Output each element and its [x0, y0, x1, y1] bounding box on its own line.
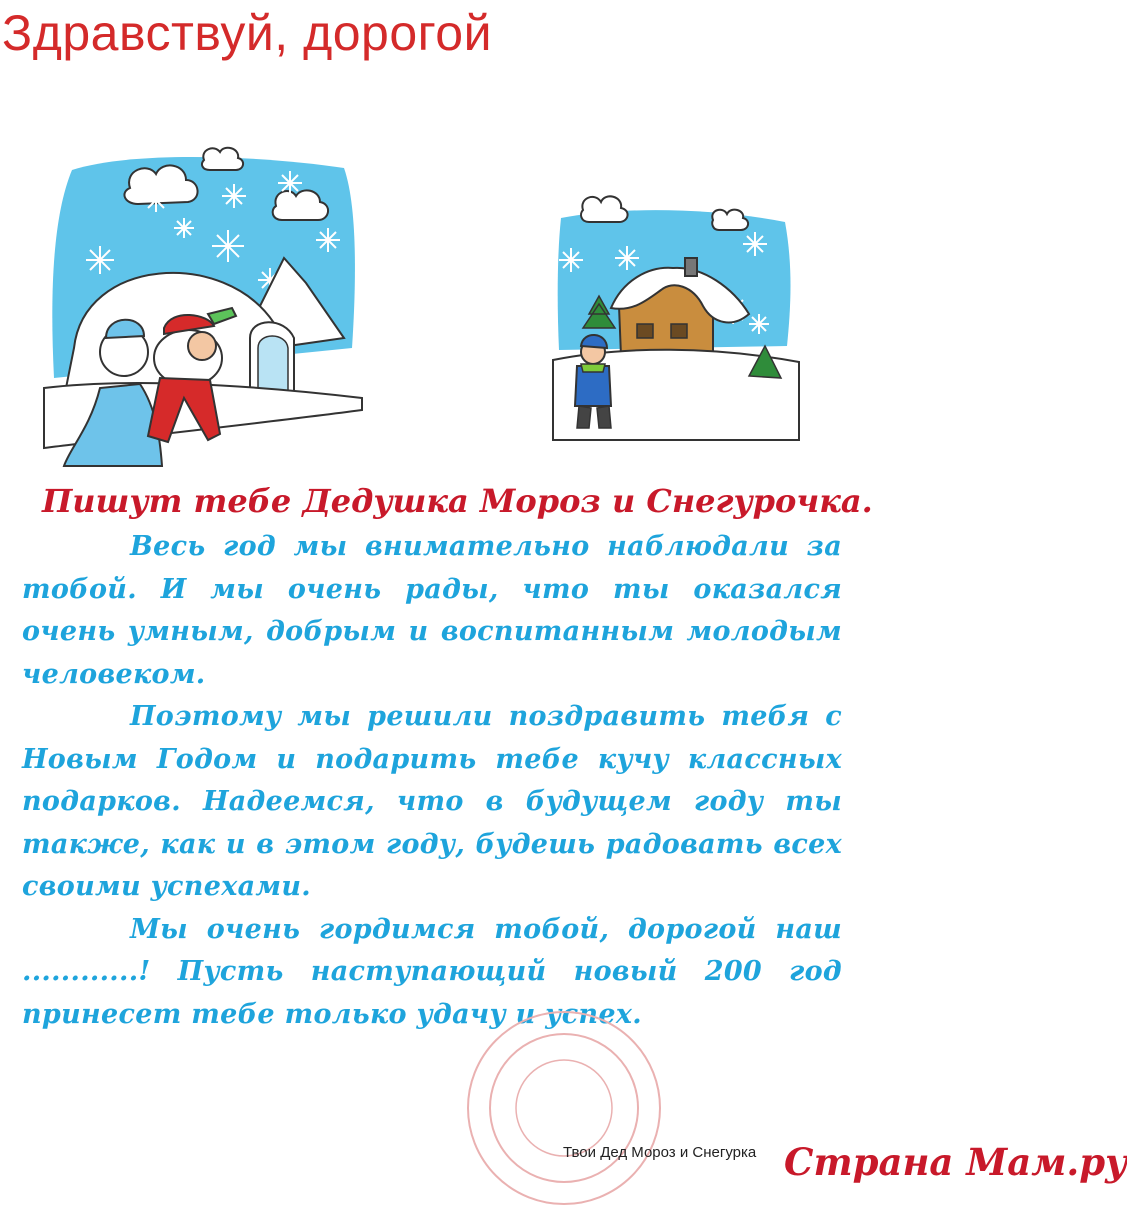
letter-signature: Твои Дед Мороз и Снегурка	[563, 1144, 757, 1161]
stamp-seal	[456, 1010, 672, 1206]
letter-paragraph: Мы очень гордимся тобой, дорогой наш ............! Пусть наступающий новый 200 год принесет тебе только удачу и успех.	[22, 913, 842, 1030]
greeting-title: Здравствуй, дорогой	[2, 5, 493, 61]
house-illustration	[553, 196, 799, 440]
letter-body	[22, 526, 842, 1036]
site-watermark: Страна Мам.ру	[784, 1140, 1127, 1184]
letter-paragraph: Поэтому мы решили поздравить тебя с Новым Годом и подарить тебе кучу классных подарков. Надеемся, что в будущем году ты также, как и в этом году, будешь радовать всех своими успехами.	[22, 701, 842, 902]
igloo-illustration	[44, 148, 362, 473]
letter-paragraph: Весь год мы внимательно наблюдали за тобой. И мы очень рады, что ты оказался очень умным, добрым и воспитанным молодым человеком.	[22, 531, 842, 690]
letter-headline: Пишут тебе Дедушка Мороз и Снегурочка.	[42, 482, 873, 520]
